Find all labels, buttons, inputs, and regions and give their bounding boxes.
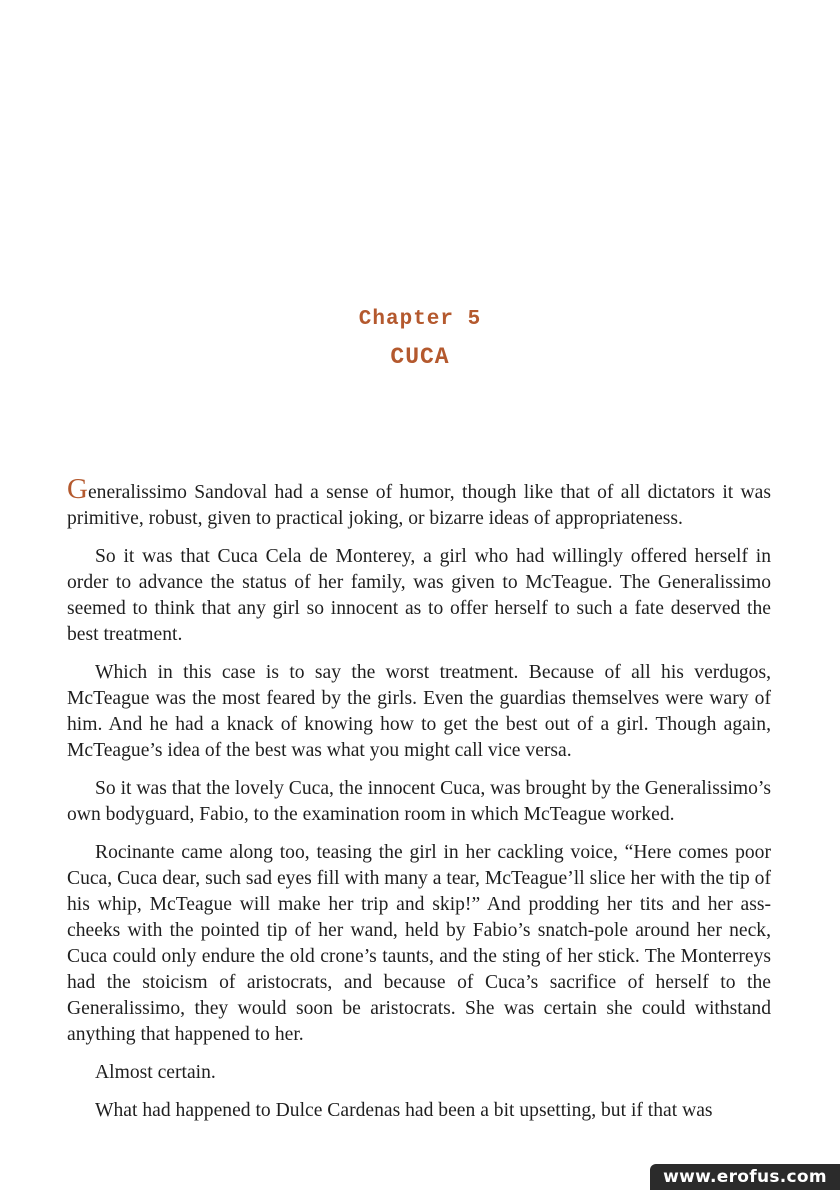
chapter-body <box>67 473 771 1124</box>
watermark-text: www.erofus.com <box>663 1167 827 1187</box>
paragraph-4: So it was that the lovely Cuca, the innocent Cuca, was brought by the Generalissimo’s own bodyguard, Fabio, to the examination room in which McTeague worked. <box>67 778 771 825</box>
paragraph-6: Almost certain. <box>95 1062 216 1083</box>
paragraph-1-text: eneralissimo Sandoval had a sense of humor, though like that of all dictators it was primitive, robust, given to practical joking, or bizarre ideas of appropriateness. <box>67 482 771 529</box>
paragraph-2: So it was that Cuca Cela de Monterey, a girl who had willingly offered herself in order to advance the status of her family, was given to McTeague. The Generalissimo seemed to think that any girl so innocent as to offer herself to such a fate deserved the best treatment. <box>67 546 771 645</box>
paragraph-5: Rocinante came along too, teasing the girl in her cackling voice, “Here comes poor Cuca, Cuca dear, such sad eyes fill with many a tear, McTeague’ll slice her with the tip of his whip, McTeague will make her trip and skip!” And prodding her tits and her ass-cheeks with the pointed tip of her wand, held by Fabio’s snatch-pole around her neck, Cuca could only endure the old crone’s taunts, and the sting of her stick. The Monterreys had the stoicism of aristocrats, and because of Cuca’s sacrifice of herself to the Generalissimo, they would soon be aristocrats. She was certain she could withstand anything that happened to her. <box>67 842 771 1045</box>
paragraph-1 <box>67 473 771 532</box>
chapter-title: CUCA <box>390 344 450 370</box>
paragraph-7: What had happened to Dulce Cardenas had been a bit upsetting, but if that was <box>95 1100 713 1121</box>
watermark-badge <box>650 1164 840 1190</box>
chapter-label: Chapter 5 <box>358 308 482 331</box>
drop-cap: G <box>67 473 88 505</box>
paragraph-3: Which in this case is to say the worst treatment. Because of all his verdugos, McTeague was the most feared by the girls. Even the guardias themselves were wary of him. And he had a knack of knowing how to get the best out of a girl. Though again, McTeague’s idea of the best was what you might call vice versa. <box>67 662 771 761</box>
